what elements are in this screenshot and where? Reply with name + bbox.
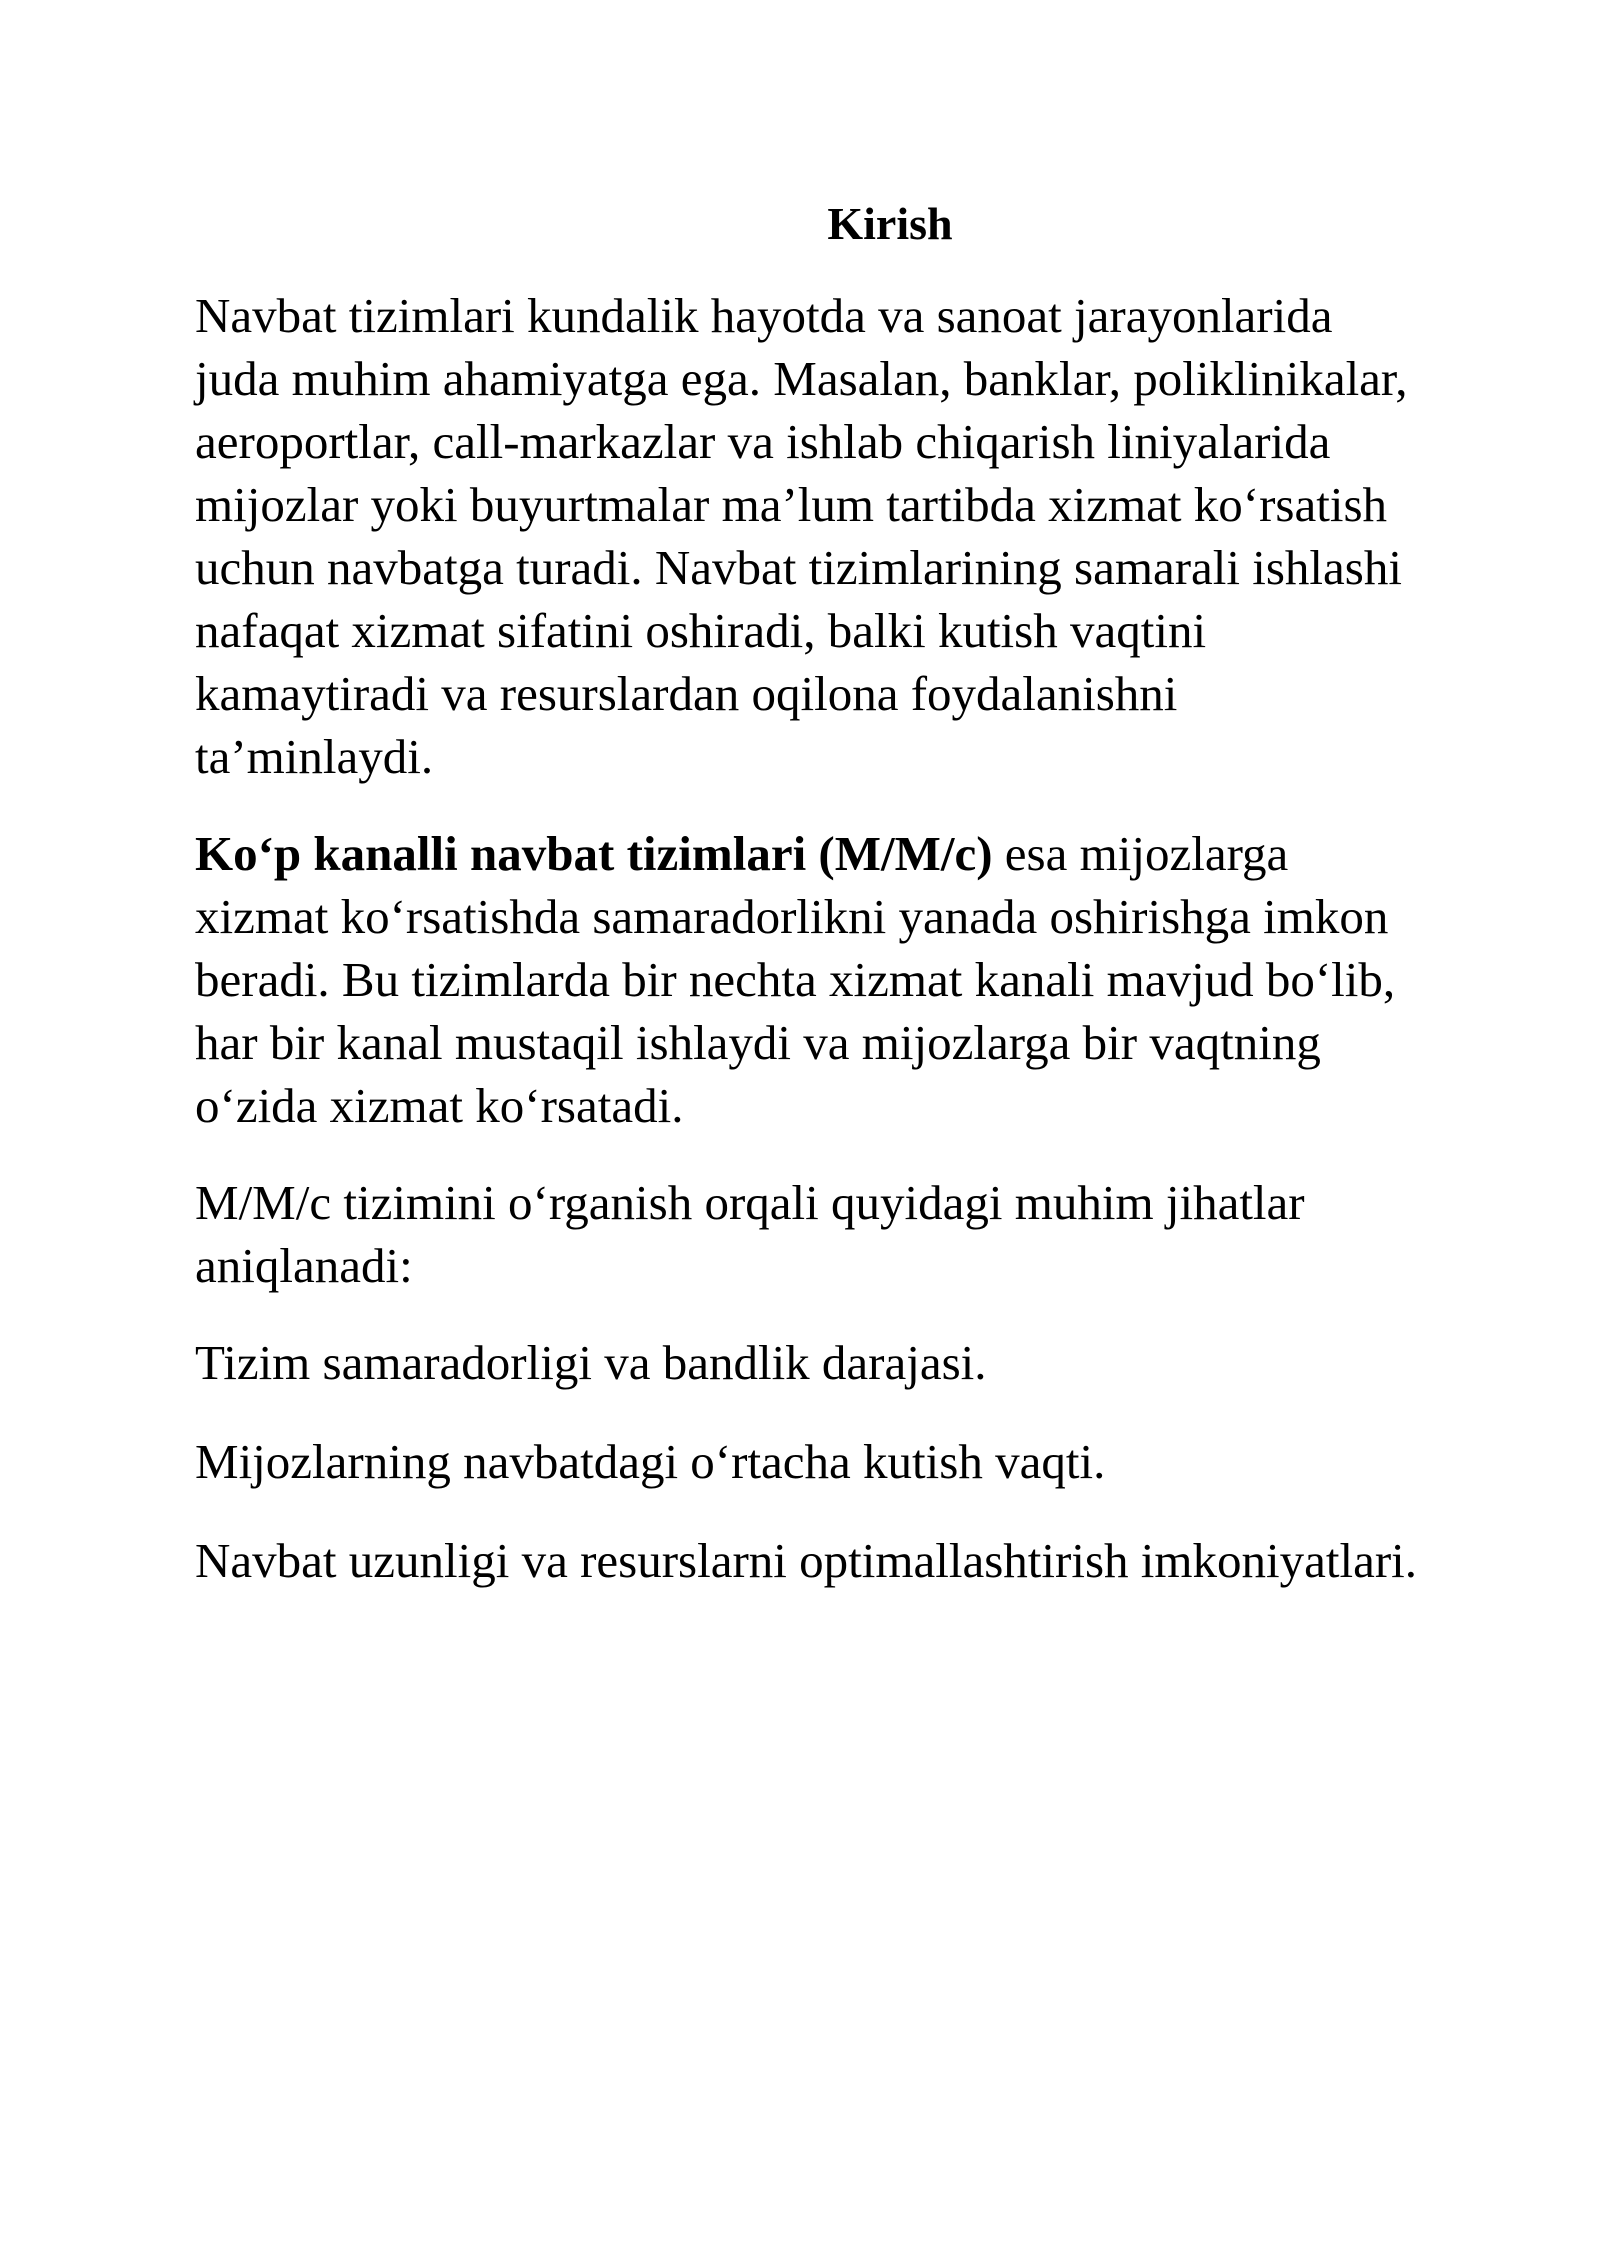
mmc-bold-lead: Ko‘p kanalli navbat tizimlari (M/M/c)	[195, 826, 993, 881]
aspects-intro-paragraph: M/M/c tizimini o‘rganish orqali quyidagi muhim jihatlar aniqlanadi:	[195, 1175, 1305, 1293]
aspect-item: Tizim samaradorligi va bandlik darajasi.	[195, 1335, 987, 1390]
aspect-item: Mijozlarning navbatdagi o‘rtacha kutish vaqti.	[195, 1434, 1106, 1489]
mmc-paragraph	[195, 822, 1425, 1137]
aspect-item: Navbat uzunligi va resurslarni optimallashtirish imkoniyatlari.	[195, 1533, 1418, 1588]
document-body	[195, 190, 1425, 1628]
mmc-paragraph-text: esa mijozlarga xizmat ko‘rsatishda samaradorlikni yanada oshirishga imkon beradi. Bu tizimlarda bir nechta xizmat kanali mavjud bo‘lib, har bir kanal mustaqil ishlaydi va mijozlarga bir vaqtning o‘zida xizmat ko‘rsatadi.	[195, 826, 1396, 1133]
page-title: Kirish	[827, 198, 953, 249]
intro-paragraph: Navbat tizimlari kundalik hayotda va sanoat jarayonlarida juda muhim ahamiyatga ega. Masalan, banklar, poliklinikalar, aeroportlar, call-markazlar va ishlab chiqarish liniyalarida mijozlar yoki buyurtmalar ma’lum tartibda xizmat ko‘rsatish uchun navbatga turadi. Navbat tizimlarining samarali ishlashi nafaqat xizmat sifatini oshiradi, balki kutish vaqtini kamaytiradi va resurslardan oqilona foydalanishni ta’minlaydi.	[195, 288, 1408, 784]
